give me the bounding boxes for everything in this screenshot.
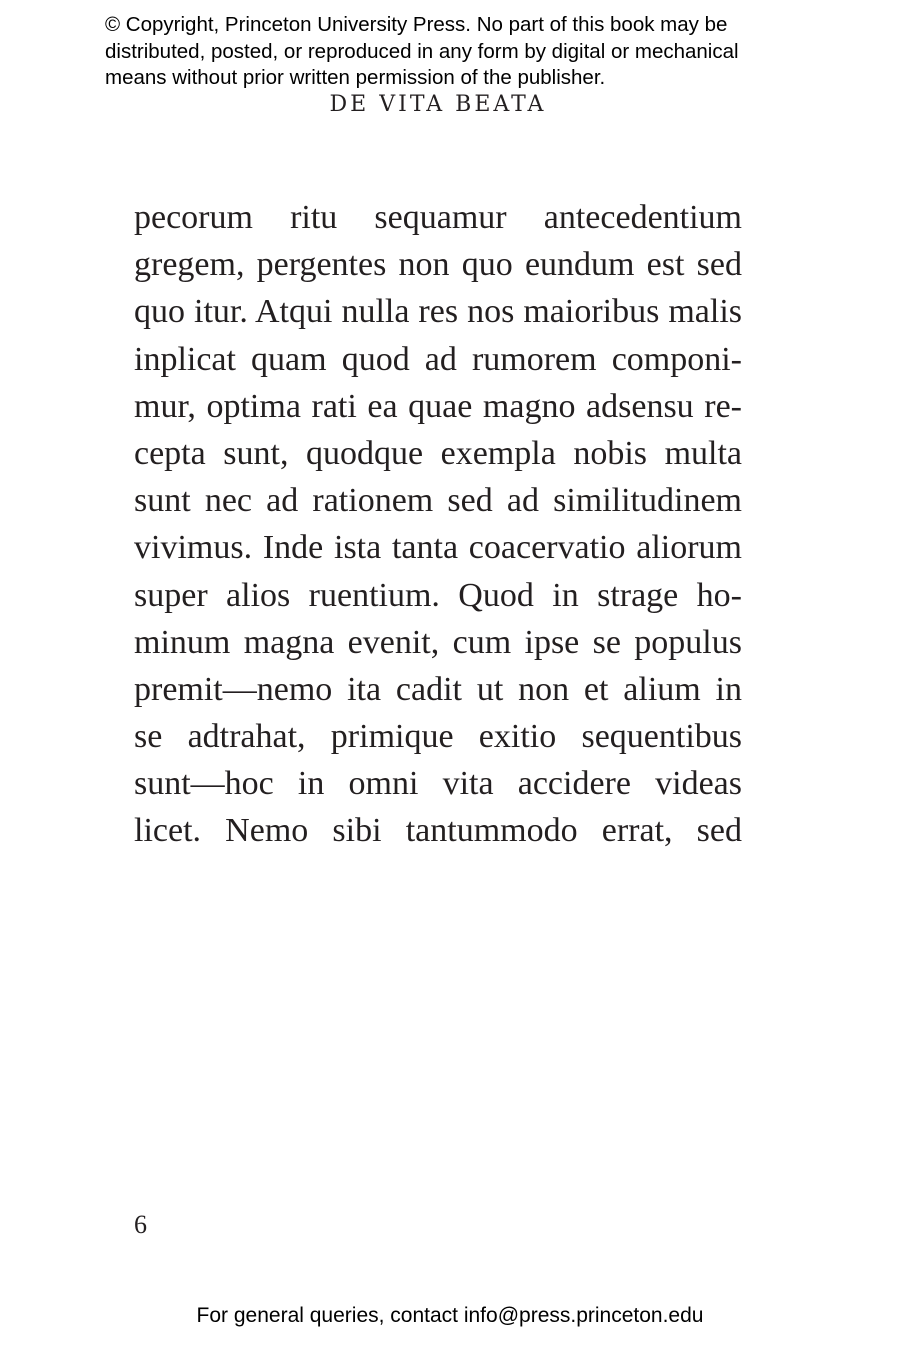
text-line: super alios ruentium. Quod in strage ho- xyxy=(134,576,742,614)
copyright-line: © Copyright, Princeton University Press. No part of this book may be xyxy=(105,13,728,36)
text-line: mur, optima rati ea quae magno adsensu re- xyxy=(134,387,742,425)
text-line: gregem, pergentes non quo eundum est sed xyxy=(134,246,742,284)
copyright-line: means without prior written permission of the publisher. xyxy=(105,66,606,89)
copyright-notice xyxy=(105,12,825,92)
page-number: 6 xyxy=(134,1210,147,1239)
copyright-line: distributed, posted, or reproduced in any form by digital or mechanical xyxy=(105,39,739,63)
text-line: se adtrahat, primique exitio sequentibus xyxy=(134,718,742,756)
text-line: licet. Nemo sibi tantummodo errat, sed xyxy=(134,812,742,850)
text-line: minum magna evenit, cum ipse se populus xyxy=(134,623,742,661)
text-line: quo itur. Atqui nulla res nos maioribus malis xyxy=(134,293,742,331)
body-text xyxy=(134,194,742,855)
text-line: sunt—hoc in omni vita accidere videas xyxy=(134,765,742,803)
text-line: sunt nec ad rationem sed ad similitudinem xyxy=(134,482,742,520)
text-line: premit—nemo ita cadit ut non et alium in xyxy=(134,670,742,708)
text-line: inplicat quam quod ad rumorem componi- xyxy=(134,340,742,378)
running-head: DE VITA BEATA xyxy=(329,92,547,117)
text-line: vivimus. Inde ista tanta coacervatio aliorum xyxy=(134,529,742,567)
footer-contact: For general queries, contact info@press.princeton.edu xyxy=(196,1304,704,1327)
text-line: cepta sunt, quodque exempla nobis multa xyxy=(134,434,742,472)
text-line: pecorum ritu sequamur antecedentium xyxy=(134,199,742,236)
